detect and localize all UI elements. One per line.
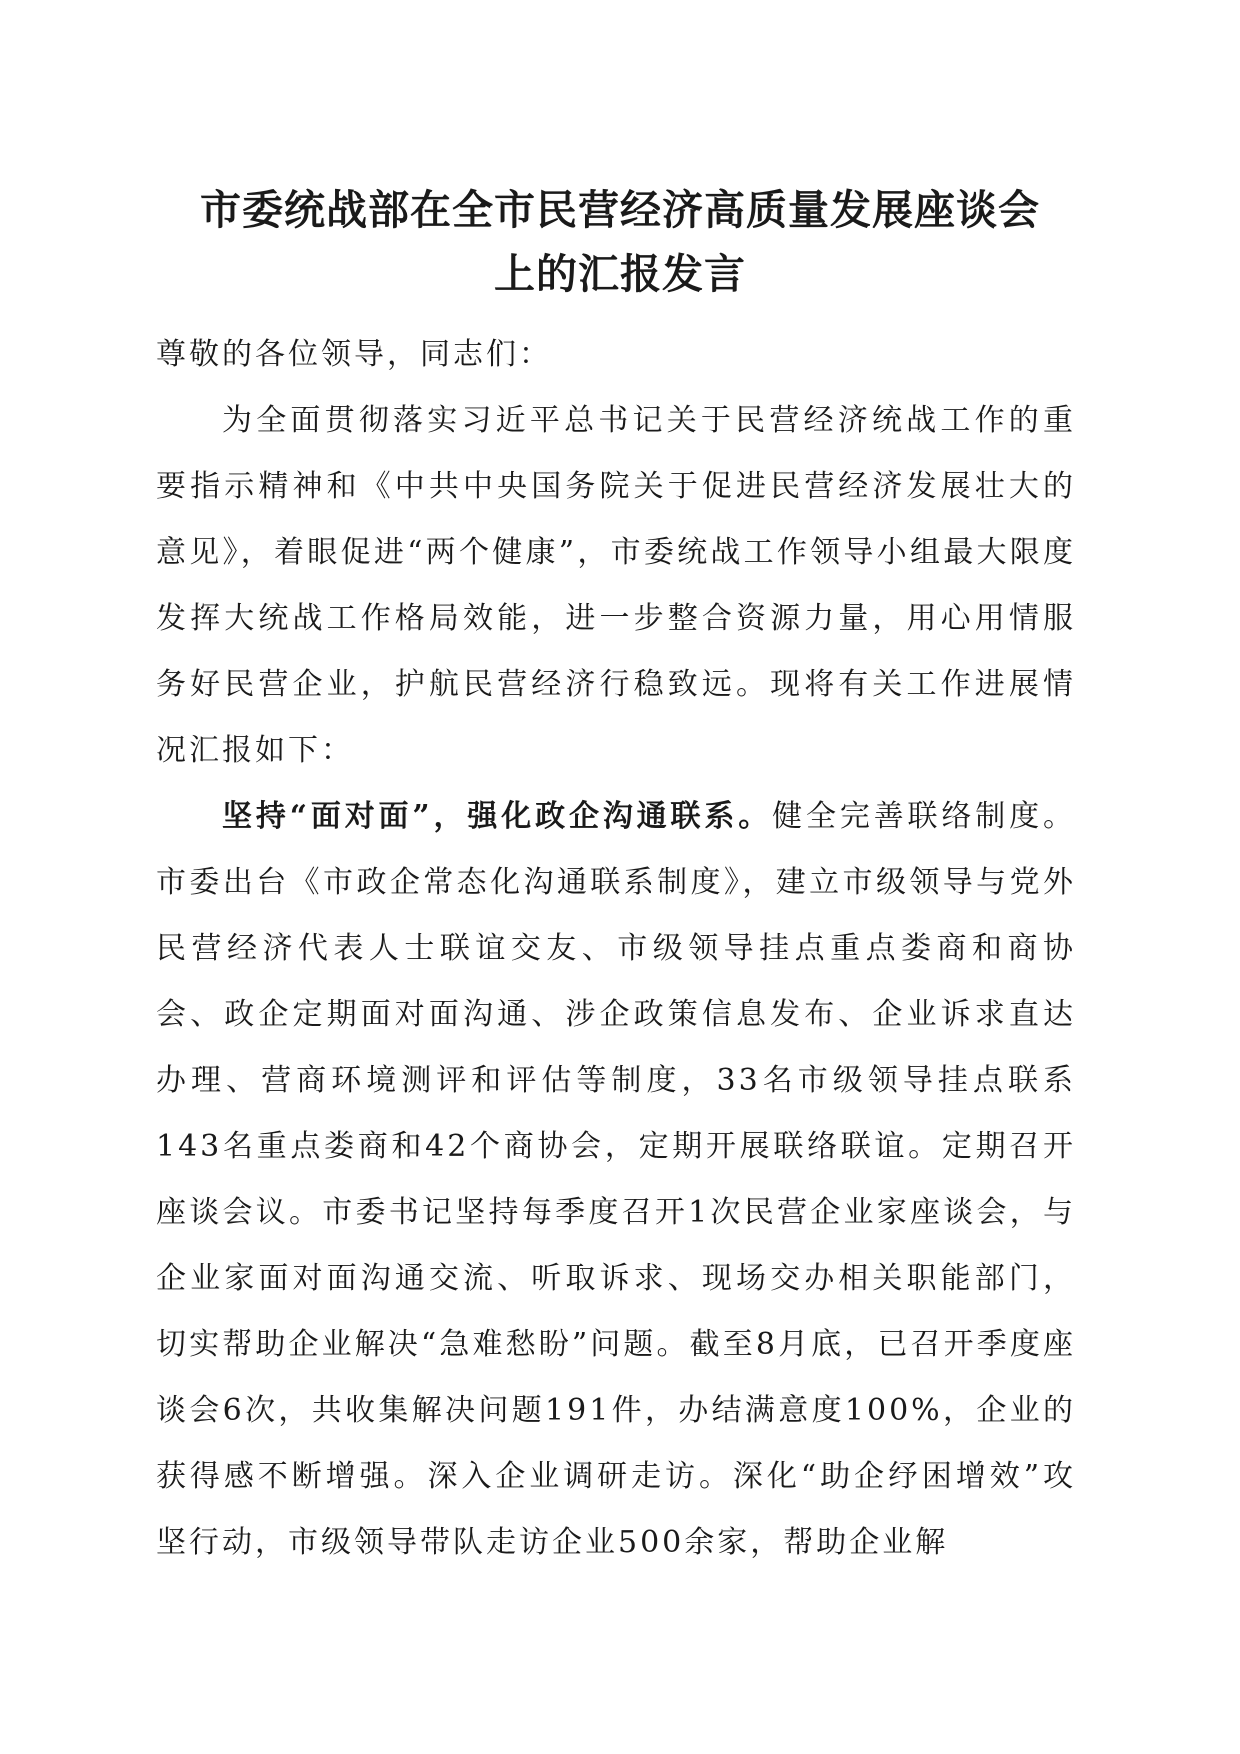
intro-paragraph: 为全面贯彻落实习近平总书记关于民营经济统战工作的重要指示精神和《中共中央国务院关于促进民营经济发展壮大的意见》，着眼促进“两个健康”，市委统战工作领导小组最大限度发挥大统战工作格局效能，进一步整合资源力量，用心用情服务好民营企业，护航民营经济行稳致远。现将有关工作进展情况汇报如下： [156,403,1076,768]
salutation: 尊敬的各位领导，同志们： [156,337,552,372]
document-title [150,178,1090,306]
section-1-heading: 坚持“面对面”，强化政企沟通联系。 [222,799,773,834]
document-body [156,322,1076,1576]
section-1-body: 健全完善联络制度。市委出台《市政企常态化沟通联系制度》，建立市级领导与党外民营经济代表人士联谊交友、市级领导挂点重点娄商和商协会、政企定期面对面沟通、涉企政策信息发布、企业诉求直达办理、营商环境测评和评估等制度，33名市级领导挂点联系143名重点娄商和42个商协会，定期开展联络联谊。定期召开座谈会议。市委书记坚持每季度召开1次民营企业家座谈会，与企业家面对面沟通交流、听取诉求、现场交办相关职能部门，切实帮助企业解决“急难愁盼”问题。截至8月底，已召开季度座谈会6次，共收集解决问题191件，办结满意度100%，企业的获得感不断增强。深入企业调研走访。深化“助企纾困增效”攻坚行动，市级领导带队走访企业500余家，帮助企业解 [156,799,1076,1560]
title-line-2: 上的汇报发言 [494,250,746,298]
section-1-paragraph [156,784,1076,1576]
title-line-1: 市委统战部在全市民营经济高质量发展座谈会 [200,186,1040,234]
